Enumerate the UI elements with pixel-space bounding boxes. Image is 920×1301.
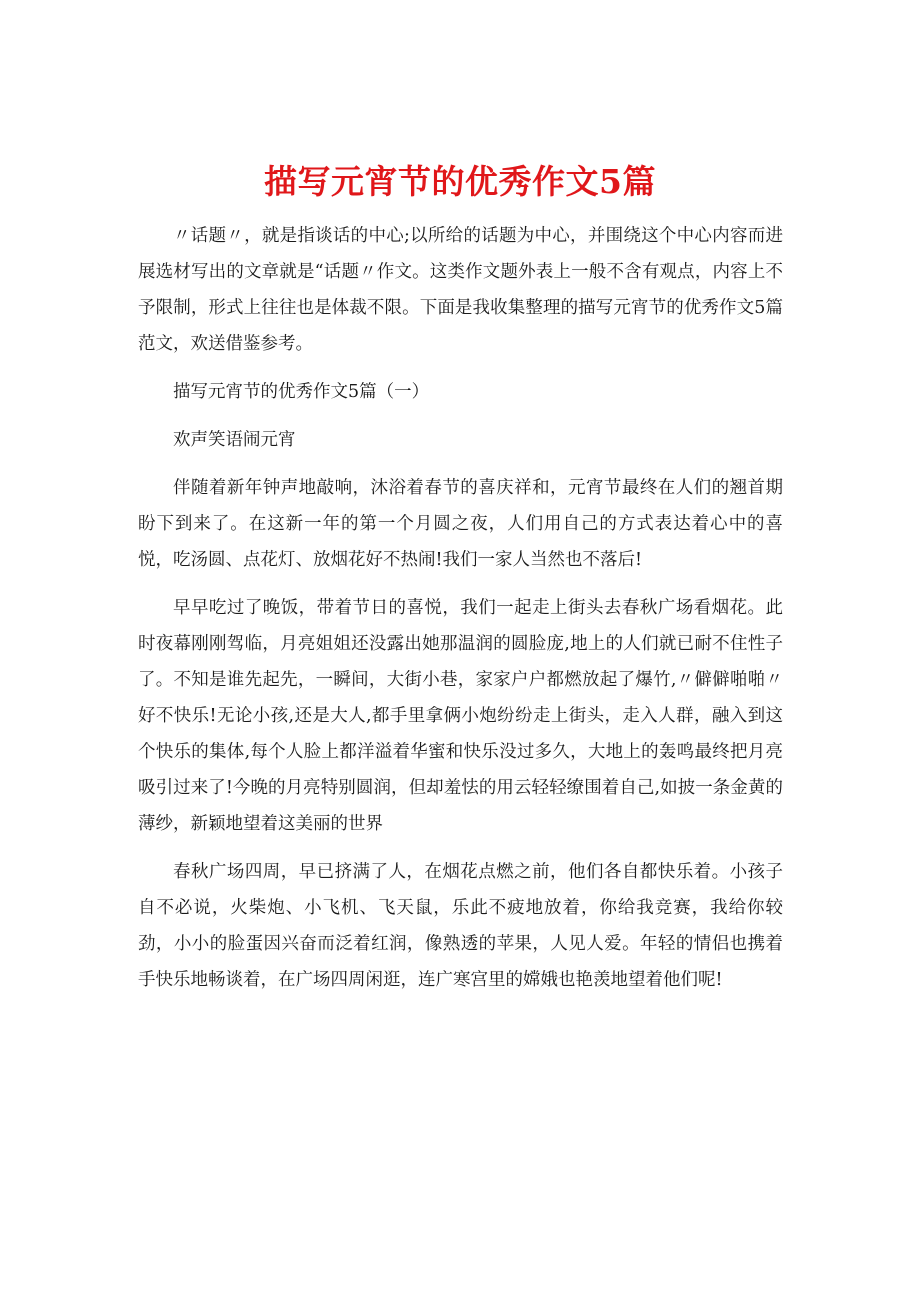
essay-paragraph-1: 伴随着新年钟声地敲响，沐浴着春节的喜庆祥和，元宵节最终在人们的翘首期盼下到来了。在这新一年的第一个月圆之夜，人们用自己的方式表达着心中的喜悦，吃汤圆、点花灯、放烟花好不热闹!我们一家人当然也不落后! (138, 478, 783, 570)
essay-paragraph-3: 春秋广场四周，早已挤满了人，在烟花点燃之前，他们各自都快乐着。小孩子自不必说，火柴炮、小飞机、飞天鼠，乐此不疲地放着，你给我竞赛，我给你较劲，小小的脸蛋因兴奋而泛着红润，像熟透的苹果，人见人爱。年轻的情侣也携着手快乐地畅谈着，在广场四周闲逛，连广寒宫里的嫦娥也艳羡地望着他们呢! (138, 862, 783, 990)
document-title: 描写元宵节的优秀作文5篇 (264, 162, 656, 202)
section-heading: 描写元宵节的优秀作文5篇（一） (173, 382, 430, 402)
document-body (138, 218, 783, 998)
intro-paragraph: 〃话题〃，就是指谈话的中心;以所给的话题为中心，并围绕这个中心内容而进展选材写出的文章就是“话题〃作文。这类作文题外表上一般不含有观点，内容上不予限制，形式上往往也是体裁不限。下面是我收集整理的描写元宵节的优秀作文5篇范文，欢送借鉴参考。 (138, 226, 783, 354)
essay-title: 欢声笑语闹元宵 (173, 430, 296, 450)
essay-paragraph-2: 早早吃过了晚饭，带着节日的喜悦，我们一起走上街头去春秋广场看烟花。此时夜幕刚刚驾临，月亮姐姐还没露出她那温润的圆脸庞,地上的人们就已耐不住性子了。不知是谁先起先，一瞬间，大街小巷，家家户户都燃放起了爆竹,〃僻僻啪啪〃好不快乐!无论小孩,还是大人,都手里拿俩小炮纷纷走上街头，走入人群，融入到这个快乐的集体,每个人脸上都洋溢着华蜜和快乐没过多久，大地上的轰鸣最终把月亮吸引过来了!今晚的月亮特别圆润，但却羞怯的用云轻轻缭围着自己,如披一条金黄的薄纱，新颖地望着这美丽的世界 (138, 598, 783, 834)
